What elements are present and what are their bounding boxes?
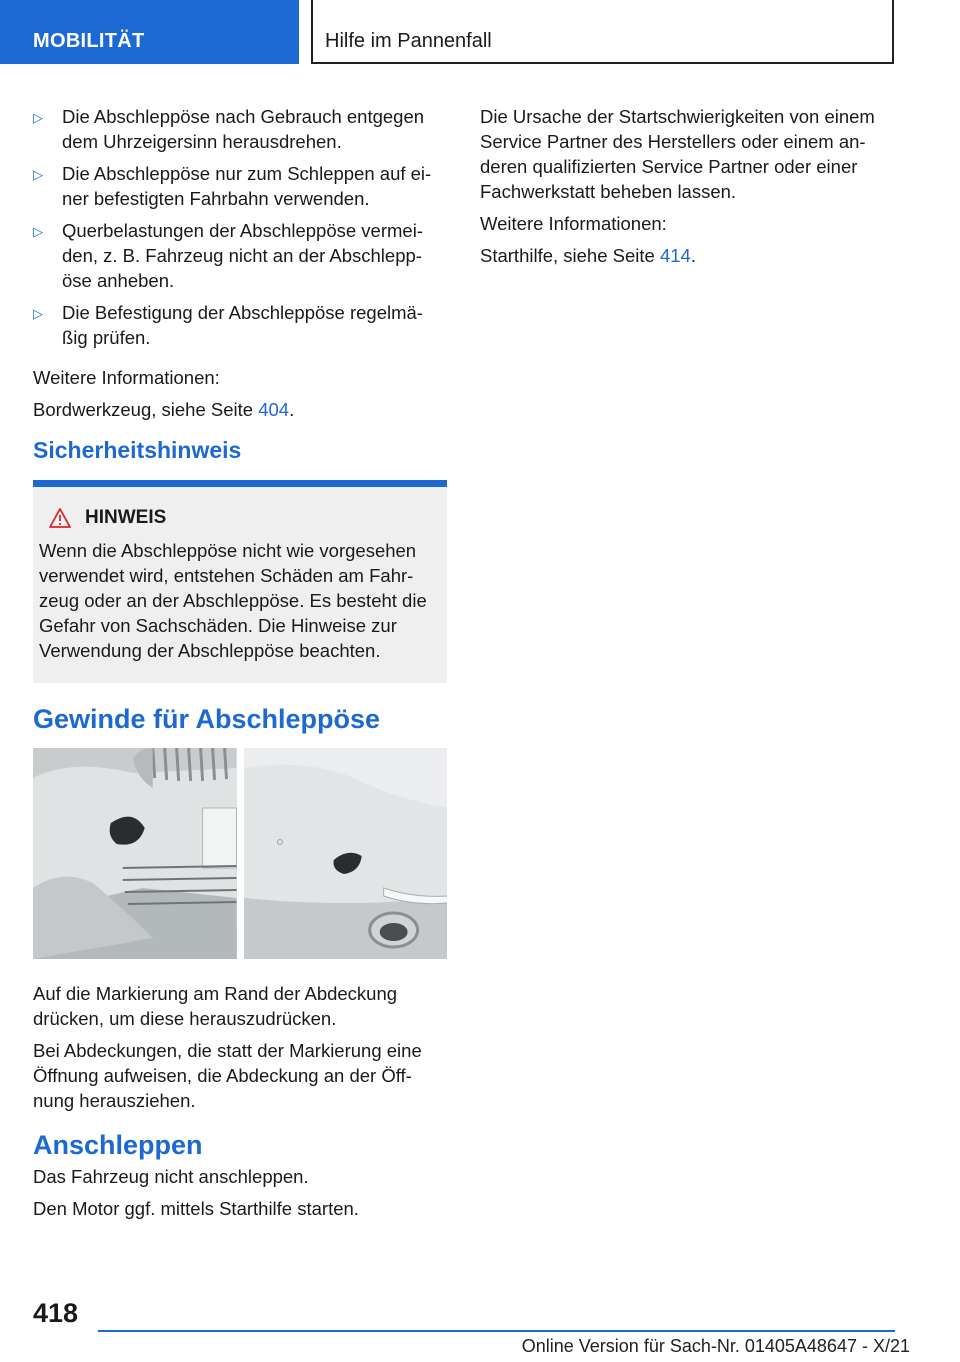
paragraph: Das Fahrzeug nicht anschleppen. [33, 1166, 309, 1187]
page-link[interactable]: 404 [258, 399, 290, 420]
footer-divider [98, 1330, 895, 1332]
paragraph: Auf die Markierung am Rand der Abdeckung drücken, um diese herauszudrücken. [33, 983, 398, 1029]
page-link[interactable]: 414 [659, 245, 691, 266]
more-info-label: Weitere Informationen: [33, 367, 220, 388]
header-title-box [311, 0, 894, 64]
list-item: ▷ Querbelastungen der Abschleppöse vermei‐ den, z. B. Fahrzeug nicht an der Abschlepp‐ öse anheben. [33, 220, 423, 291]
notice-box [33, 480, 447, 683]
notice-text: Wenn die Abschleppöse nicht wie vorgesehen verwendet wird, entstehen Schäden am Fahr‐ zeug oder an der Abschleppöse. Es besteht die Gefahr von Sachschäden. Die Hinweise zur Verwendung der Abschleppöse beachten. [39, 540, 427, 661]
warning-triangle-icon [49, 508, 71, 528]
list-item: ▷ Die Abschleppöse nach Gebrauch entgegen dem Uhrzeigersinn herausdrehen. [33, 106, 425, 152]
paragraph: Bei Abdeckungen, die statt der Markierung eine Öffnung aufweisen, die Abdeckung an der Öff‐ nung herausziehen. [33, 1040, 422, 1111]
thread-heading: Gewinde für Abschleppöse [33, 704, 381, 734]
header-section-tab [0, 0, 299, 64]
cross-reference: Starthilfe, siehe Seite 414. [480, 245, 696, 266]
front-bumper-photo [33, 748, 237, 959]
footer-online-version: Online Version für Sach-Nr. 01405A48647 - X/21 [521, 1336, 910, 1356]
header-section-label: MOBILITÄT [33, 30, 145, 52]
right-column [480, 104, 900, 275]
paragraph: Den Motor ggf. mittels Starthilfe starten. [33, 1198, 359, 1219]
triangle-right-icon: ▷ [33, 110, 43, 125]
left-column [33, 104, 447, 1228]
cross-reference: Bordwerkzeug, siehe Seite 404. [33, 399, 295, 420]
tow-eye-photos [33, 748, 447, 959]
more-info-label: Weitere Informationen: [480, 213, 667, 234]
header-title: Hilfe im Pannenfall [325, 30, 492, 52]
notice-title: HINWEIS [39, 505, 439, 530]
page-number: 418 [33, 1298, 79, 1328]
list-item: ▷ Die Abschleppöse nur zum Schleppen auf ei‐ ner befestigten Fahrbahn verwenden. [33, 163, 432, 209]
safety-heading: Sicherheitshinweis [33, 437, 242, 463]
triangle-right-icon: ▷ [33, 167, 43, 182]
rear-bumper-photo [244, 748, 448, 959]
tow-heading: Anschleppen [33, 1130, 203, 1160]
triangle-right-icon: ▷ [33, 224, 43, 239]
triangle-right-icon: ▷ [33, 306, 43, 321]
list-item: ▷ Die Befestigung der Abschleppöse regelmä‐ ßig prüfen. [33, 302, 423, 348]
paragraph: Die Ursache der Startschwierigkeiten von einem Service Partner des Herstellers oder einem an‐ deren qualifizierten Service Partner oder einer Fachwerkstatt beheben lassen. [480, 106, 875, 202]
